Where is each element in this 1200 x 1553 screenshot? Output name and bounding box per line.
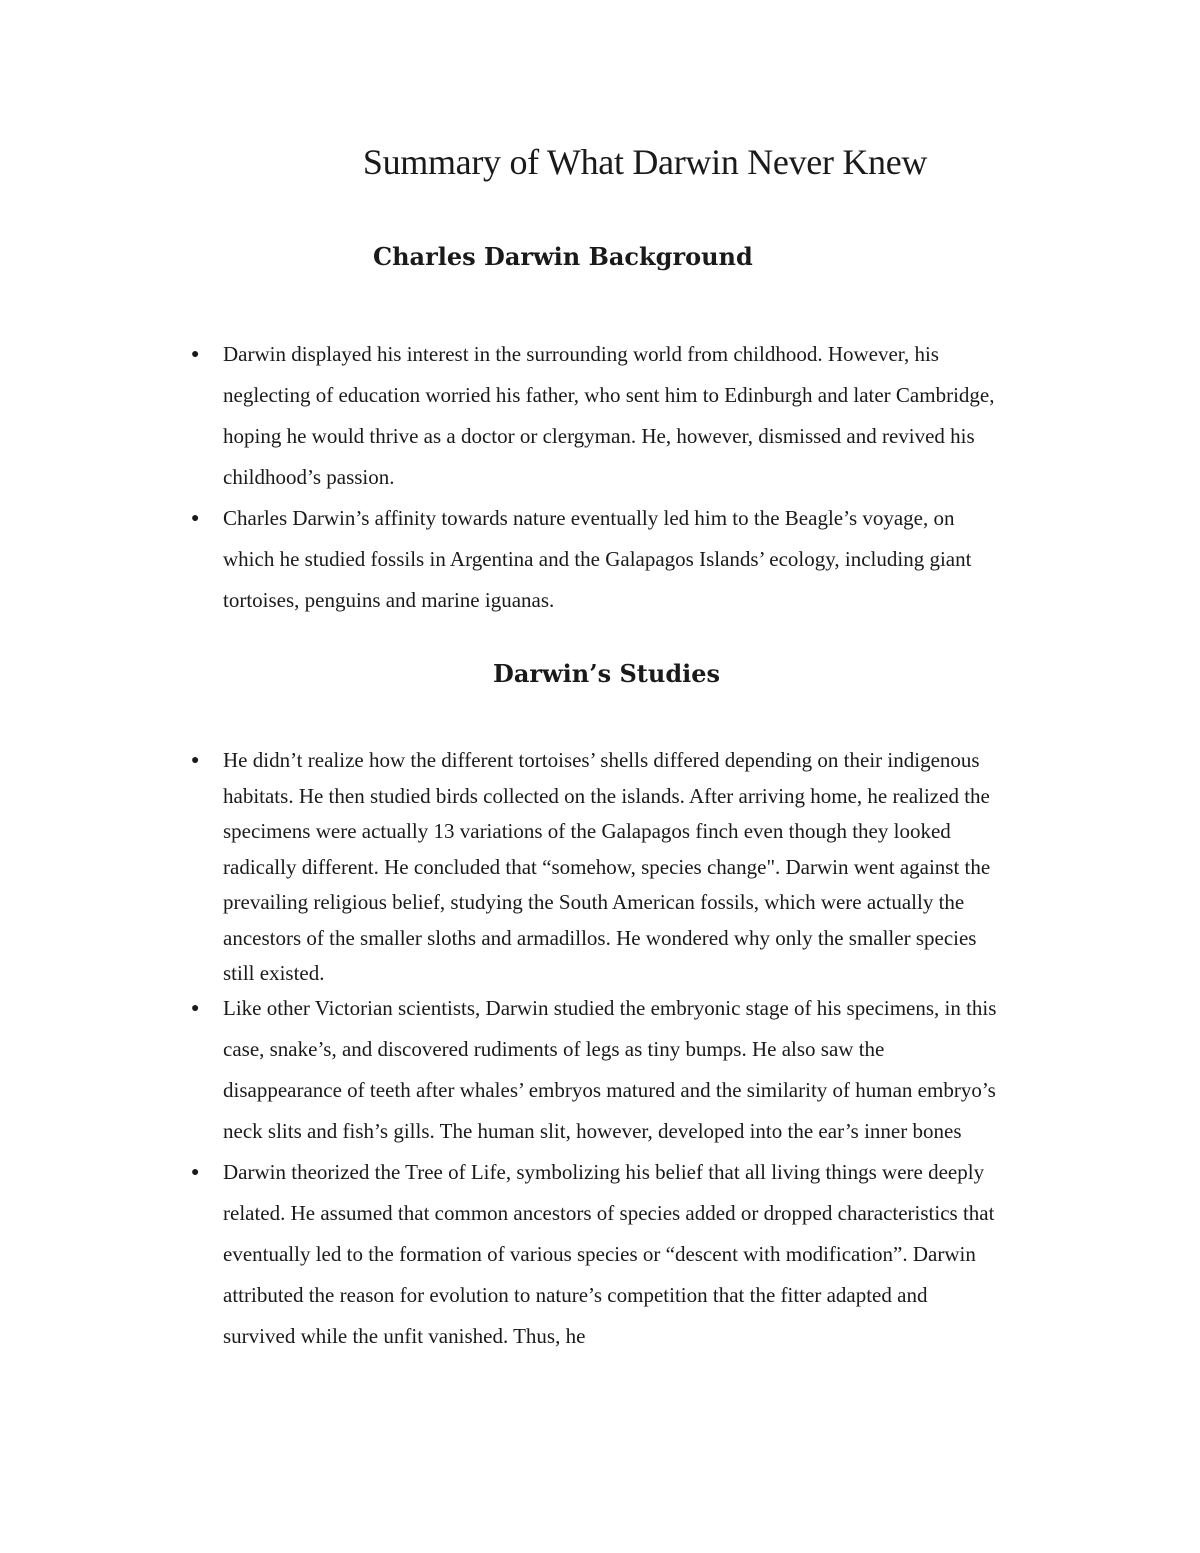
bullet-text: Like other Victorian scientists, Darwin studied the embryonic stage of his specimens, in this case, snake’s, and discovered rudiments of legs as tiny bumps. He also saw the disappearance of teeth after whales’ embryos matured and the similarity of human embryo’s neck slits and fish’s gills. The human slit, however, developed into the ear’s inner bones [223,996,997,1143]
studies-bullet-list-first [0,743,1003,992]
list-item [0,988,1003,1152]
bullet-icon: ● [191,347,200,362]
studies-bullet-list-rest [0,988,1003,1357]
background-bullet-list [0,334,1003,621]
bullet-text: Charles Darwin’s affinity towards nature eventually led him to the Beagle’s voyage, on which he studied fossils in Argentina and the Galapagos Islands’ ecology, including giant tortoises, penguins and marine iguanas. [223,506,972,612]
bullet-text: Darwin displayed his interest in the surrounding world from childhood. However, his neglecting of education worried his father, who sent him to Edinburgh and later Cambridge, hoping he would thrive as a doctor or clergyman. He, however, dismissed and revived his childhood’s passion. [223,342,995,489]
bullet-icon: ● [191,511,200,526]
list-item [0,743,1003,992]
section-heading-studies: Darwin’s Studies [493,659,721,688]
bullet-icon: ● [191,1165,200,1180]
list-item [0,1152,1003,1357]
section-heading-background: Charles Darwin Background [373,242,753,271]
bullet-text: Darwin theorized the Tree of Life, symbolizing his belief that all living things were deeply related. He assumed that common ancestors of species added or dropped characteristics that eventually led to the formation of various species or “descent with modification”. Darwin attributed the reason for evolution to nature’s competition that the fitter adapted and survived while the unfit vanished. Thus, he [223,1160,995,1348]
list-item [0,334,1003,498]
bullet-text: He didn’t realize how the different tortoises’ shells differed depending on their indigenous habitats. He then studied birds collected on the islands. After arriving home, he realized the specimens were actually 13 variations of the Galapagos finch even though they looked radically different. He concluded that “somehow, species change". Darwin went against the prevailing religious belief, studying the South American fossils, which were actually the ancestors of the smaller sloths and armadillos. He wondered why only the smaller species still existed. [223,748,991,985]
bullet-icon: ● [191,1001,200,1016]
document-title: Summary of What Darwin Never Knew [362,142,928,182]
list-item [0,498,1003,621]
bullet-icon: ● [191,753,200,768]
